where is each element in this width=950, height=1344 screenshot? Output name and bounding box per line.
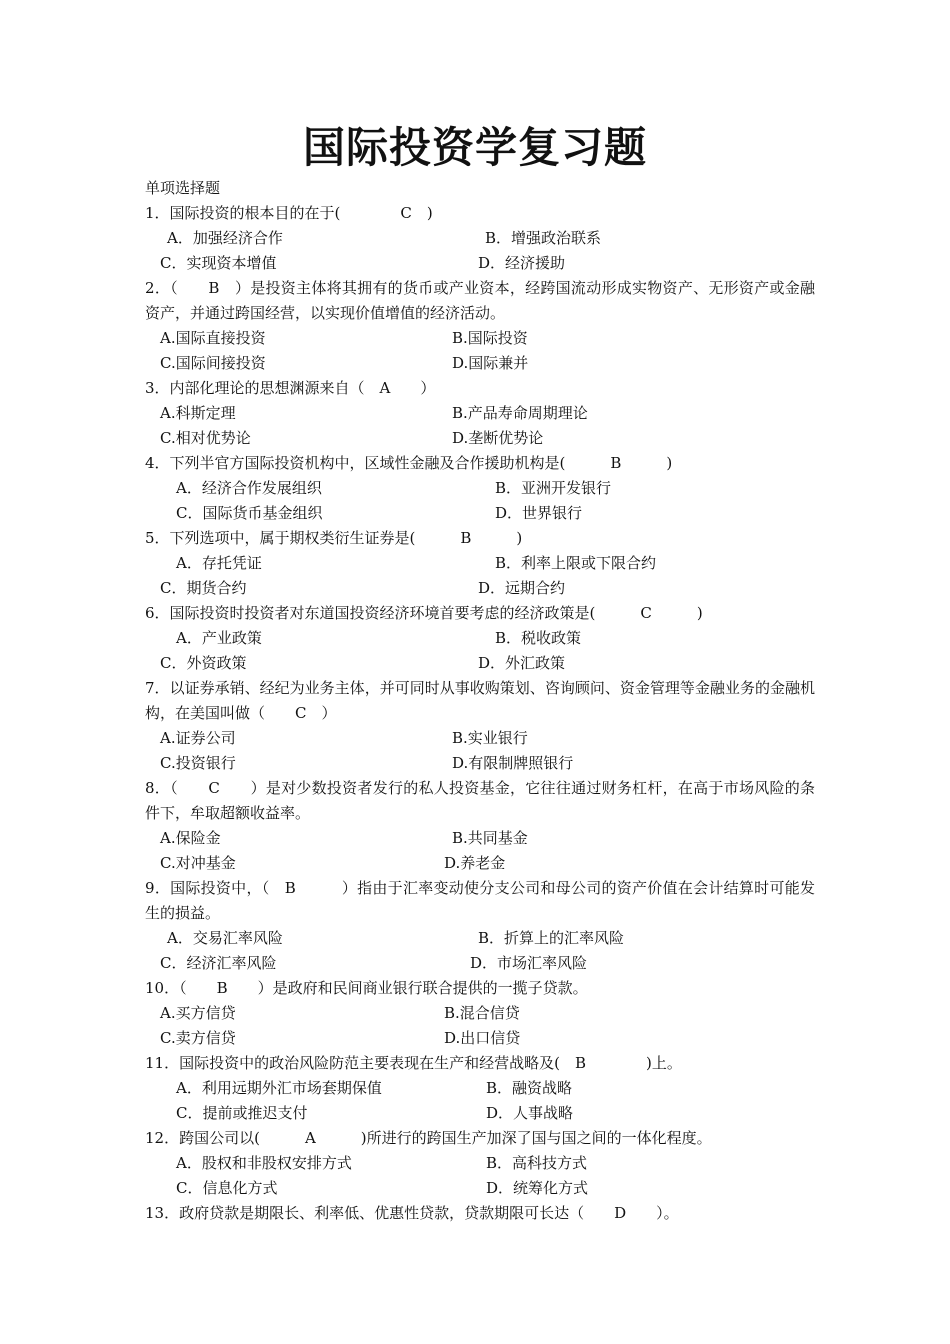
question-12 bbox=[145, 1126, 815, 1201]
option-a: A.证券公司 bbox=[160, 729, 236, 747]
option-row bbox=[145, 1151, 815, 1176]
option-row bbox=[145, 551, 815, 576]
option-row bbox=[145, 1001, 815, 1026]
option-d: D．人事战略 bbox=[486, 1104, 574, 1122]
option-c: C．提前或推迟支付 bbox=[176, 1104, 308, 1122]
question-7 bbox=[145, 676, 815, 776]
option-b: B.混合信贷 bbox=[444, 1004, 520, 1022]
option-a: A.国际直接投资 bbox=[160, 329, 266, 347]
option-a: A．加强经济合作 bbox=[167, 229, 283, 247]
option-row bbox=[145, 251, 815, 276]
option-a: A.保险金 bbox=[160, 829, 221, 847]
option-c: C．期货合约 bbox=[160, 579, 247, 597]
option-b: B．高科技方式 bbox=[486, 1154, 588, 1172]
option-b: B．折算上的汇率风险 bbox=[478, 929, 625, 947]
option-a: A．股权和非股权安排方式 bbox=[176, 1154, 352, 1172]
option-row bbox=[145, 501, 815, 526]
question-stem: 3．内部化理论的思想渊源来自（ A ） bbox=[145, 379, 436, 397]
question-stem: 10．（ B ）是政府和民间商业银行联合提供的一揽子贷款。 bbox=[145, 979, 588, 997]
question-4 bbox=[145, 451, 815, 526]
option-row bbox=[145, 626, 815, 651]
question-1 bbox=[145, 201, 815, 276]
question-5 bbox=[145, 526, 815, 601]
option-b: B．税收政策 bbox=[495, 629, 582, 647]
option-d: D.养老金 bbox=[444, 854, 506, 872]
option-row bbox=[145, 576, 815, 601]
option-d: D.有限制牌照银行 bbox=[452, 754, 574, 772]
question-9 bbox=[145, 876, 815, 976]
option-c: C．国际货币基金组织 bbox=[176, 504, 323, 522]
question-stem: 12．跨国公司以( A )所进行的跨国生产加深了国与国之间的一体化程度。 bbox=[145, 1129, 712, 1147]
option-c: C．信息化方式 bbox=[176, 1179, 278, 1197]
document-title: 国际投资学复习题 bbox=[302, 123, 647, 172]
option-b: B．利率上限或下限合约 bbox=[495, 554, 657, 572]
question-stem: 5．下列选项中，属于期权类衍生证券是( B ) bbox=[145, 529, 523, 547]
option-row bbox=[145, 851, 815, 876]
option-b: B．亚洲开发银行 bbox=[495, 479, 612, 497]
option-b: B．融资战略 bbox=[486, 1079, 573, 1097]
question-stem: 11．国际投资中的政治风险防范主要表现在生产和经营战略及( B )上。 bbox=[145, 1054, 682, 1072]
option-row bbox=[145, 1076, 815, 1101]
option-c: C.投资银行 bbox=[160, 754, 236, 772]
option-d: D.垄断优势论 bbox=[452, 429, 544, 447]
option-a: A．产业政策 bbox=[176, 629, 262, 647]
document-body bbox=[145, 176, 815, 1226]
option-d: D．经济援助 bbox=[478, 254, 566, 272]
question-stem: 6．国际投资时投资者对东道国投资经济环境首要考虑的经济政策是( C ) bbox=[145, 604, 703, 622]
option-row bbox=[145, 926, 815, 951]
option-row bbox=[145, 651, 815, 676]
question-11 bbox=[145, 1051, 815, 1126]
option-c: C.国际间接投资 bbox=[160, 354, 266, 372]
option-c: C.相对优势论 bbox=[160, 429, 251, 447]
option-row bbox=[145, 951, 815, 976]
option-d: D.出口信贷 bbox=[444, 1029, 521, 1047]
option-a: A.科斯定理 bbox=[160, 404, 236, 422]
option-row bbox=[145, 826, 815, 851]
option-d: D．外汇政策 bbox=[478, 654, 566, 672]
question-stem: 8．（ C ）是对少数投资者发行的私人投资基金，它往往通过财务杠杆，在高于市场风险的条件下，牟取超额收益率。 bbox=[145, 779, 815, 822]
option-a: A．交易汇率风险 bbox=[167, 929, 283, 947]
option-a: A．利用远期外汇市场套期保值 bbox=[176, 1079, 382, 1097]
option-row bbox=[145, 751, 815, 776]
section-label: 单项选择题 bbox=[145, 179, 221, 197]
option-c: C．实现资本增值 bbox=[160, 254, 277, 272]
option-row bbox=[145, 226, 815, 251]
question-stem: 7．以证券承销、经纪为业务主体，并可同时从事收购策划、咨询顾问、资金管理等金融业务的金融机构，在美国叫做（ C ） bbox=[145, 679, 815, 722]
option-d: D．统筹化方式 bbox=[486, 1179, 589, 1197]
question-10 bbox=[145, 976, 815, 1051]
option-b: B.产品寿命周期理论 bbox=[452, 404, 588, 422]
question-2 bbox=[145, 276, 815, 376]
option-a: A．经济合作发展组织 bbox=[176, 479, 322, 497]
option-d: D．市场汇率风险 bbox=[470, 954, 588, 972]
option-d: D．远期合约 bbox=[478, 579, 566, 597]
option-d: D.国际兼并 bbox=[452, 354, 529, 372]
option-row bbox=[145, 1176, 815, 1201]
option-c: C.对冲基金 bbox=[160, 854, 236, 872]
option-b: B．增强政治联系 bbox=[485, 229, 602, 247]
question-stem: 9．国际投资中，（ B ）指由于汇率变动使分支公司和母公司的资产价值在会计结算时可能发生的损益。 bbox=[145, 879, 815, 922]
option-row bbox=[145, 401, 815, 426]
option-b: B.实业银行 bbox=[452, 729, 528, 747]
option-row bbox=[145, 726, 815, 751]
option-b: B.共同基金 bbox=[452, 829, 528, 847]
option-row bbox=[145, 426, 815, 451]
option-row bbox=[145, 351, 815, 376]
option-b: B.国际投资 bbox=[452, 329, 528, 347]
question-8 bbox=[145, 776, 815, 876]
option-c: C．经济汇率风险 bbox=[160, 954, 277, 972]
question-13 bbox=[145, 1201, 815, 1226]
question-6 bbox=[145, 601, 815, 676]
option-c: C．外资政策 bbox=[160, 654, 247, 672]
option-d: D．世界银行 bbox=[495, 504, 583, 522]
question-stem: 4．下列半官方国际投资机构中，区域性金融及合作援助机构是( B ) bbox=[145, 454, 673, 472]
question-3 bbox=[145, 376, 815, 451]
option-row bbox=[145, 1101, 815, 1126]
option-row bbox=[145, 326, 815, 351]
option-row bbox=[145, 1026, 815, 1051]
question-stem: 1．国际投资的根本目的在于( C ) bbox=[145, 204, 433, 222]
option-a: A.买方信贷 bbox=[160, 1004, 236, 1022]
option-row bbox=[145, 476, 815, 501]
question-stem: 2．（ B ）是投资主体将其拥有的货币或产业资本，经跨国流动形成实物资产、无形资产或金融资产，并通过跨国经营，以实现价值增值的经济活动。 bbox=[145, 279, 815, 322]
option-c: C.卖方信贷 bbox=[160, 1029, 236, 1047]
option-a: A．存托凭证 bbox=[176, 554, 262, 572]
question-stem: 13．政府贷款是期限长、利率低、优惠性贷款，贷款期限可长达（ D ）。 bbox=[145, 1204, 679, 1222]
